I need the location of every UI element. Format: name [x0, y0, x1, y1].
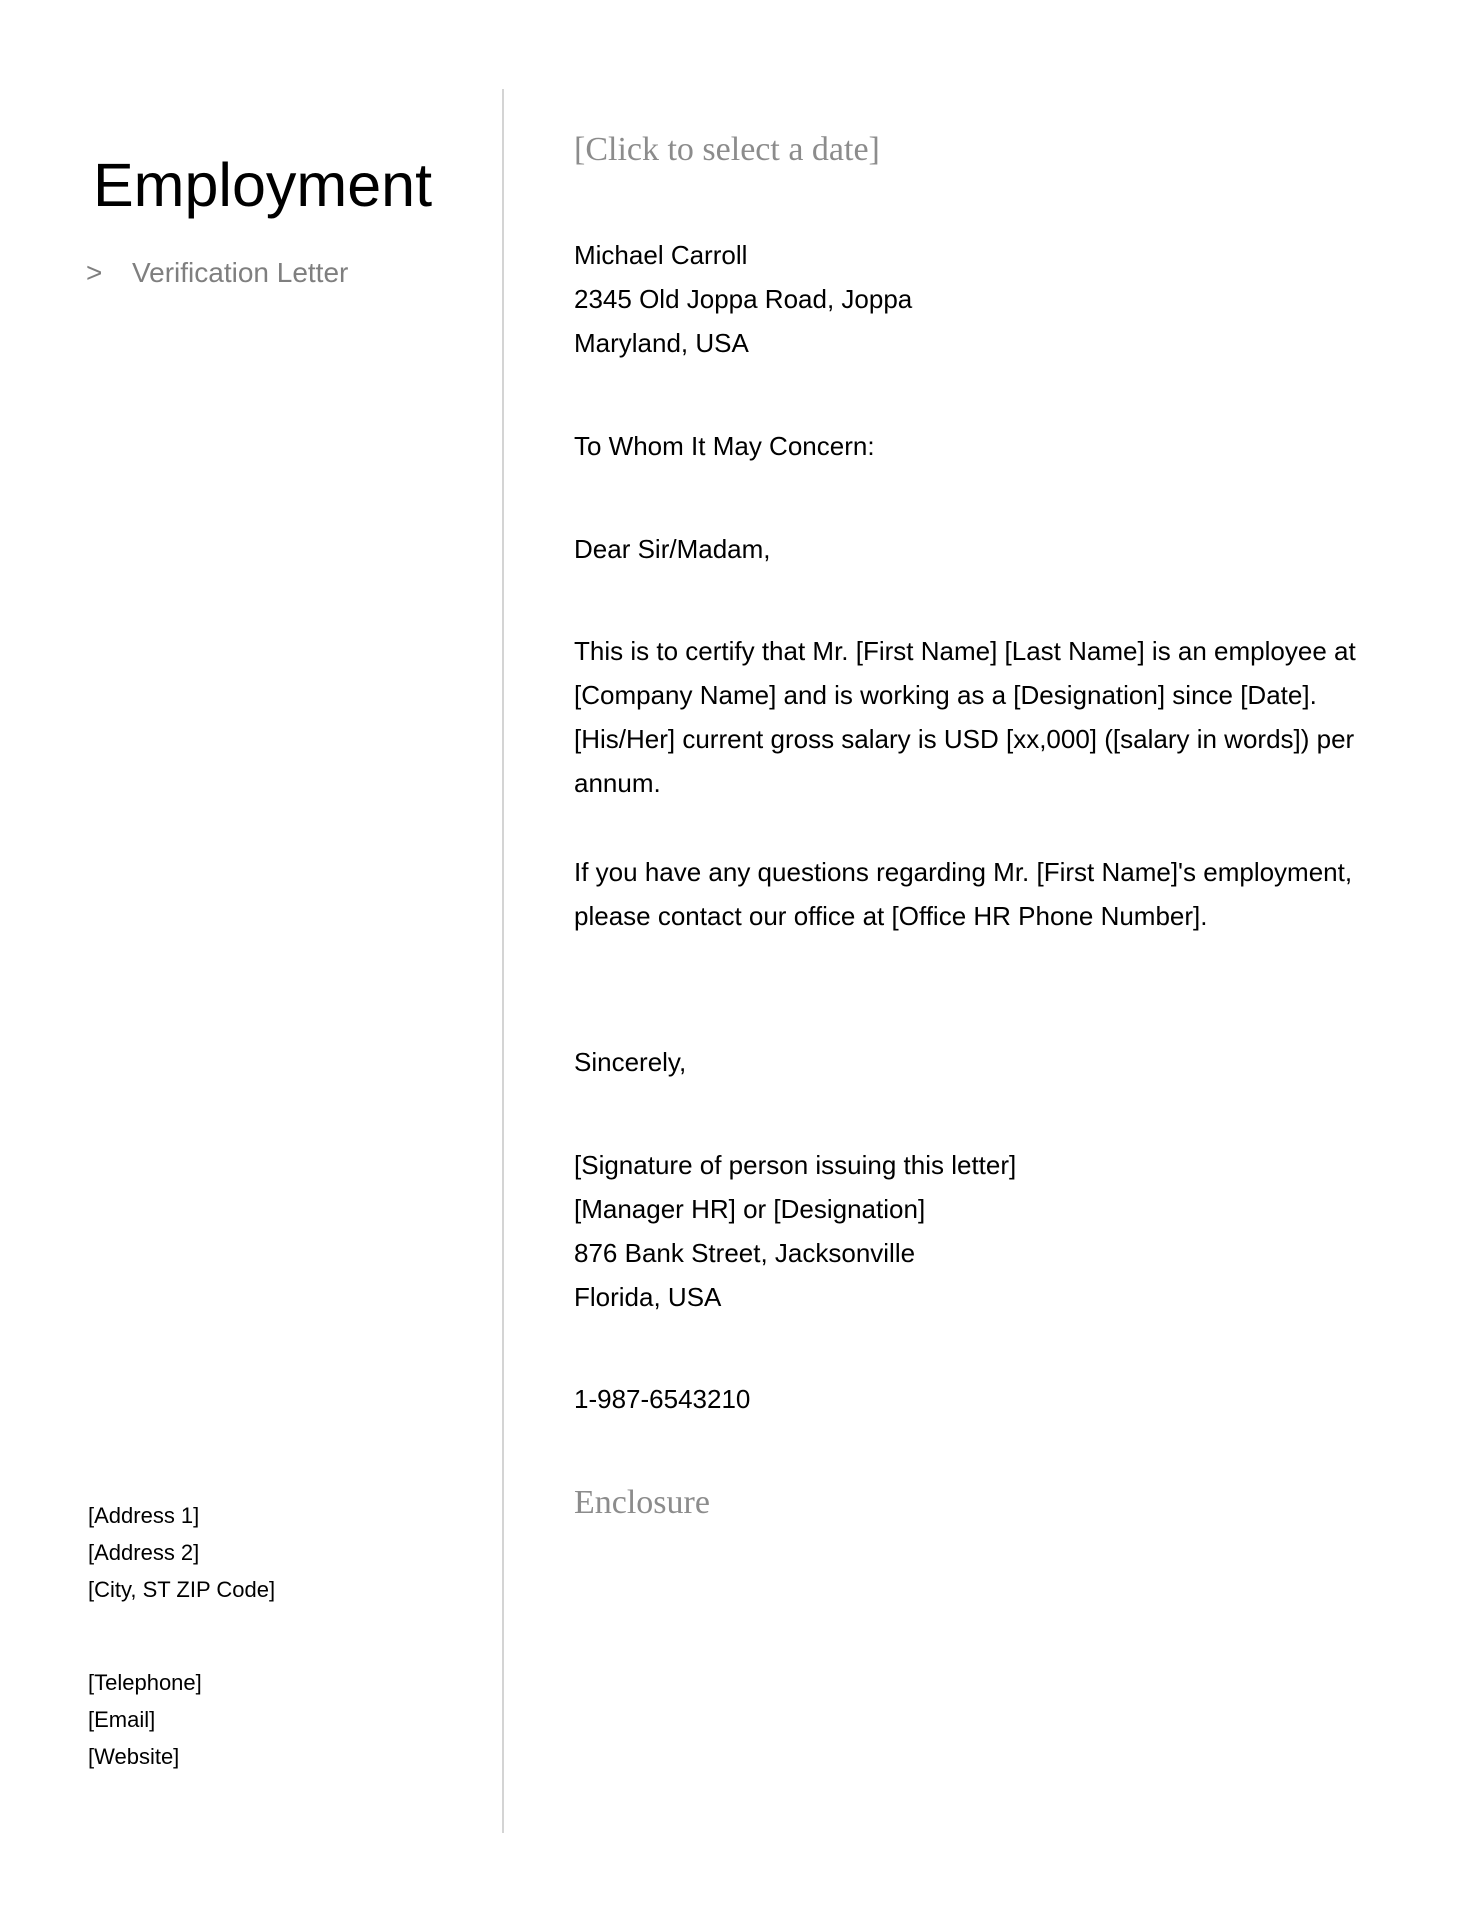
- signature-placeholder: [Signature of person issuing this letter]: [574, 1150, 1017, 1180]
- signer-region: Florida, USA: [574, 1282, 722, 1312]
- chevron-right-icon: >: [86, 257, 103, 288]
- date-picker-field[interactable]: [Click to select a date]: [574, 131, 880, 168]
- subtitle-label: Verification Letter: [132, 257, 349, 288]
- signer-street: 876 Bank Street, Jacksonville: [574, 1238, 916, 1268]
- salutation: Dear Sir/Madam,: [574, 534, 771, 564]
- paragraph-line: annum.: [574, 768, 661, 798]
- recipient-street: 2345 Old Joppa Road, Joppa: [574, 284, 913, 314]
- document-title: Employment: [93, 151, 433, 219]
- concern-line: To Whom It May Concern:: [574, 431, 875, 461]
- address-line-2[interactable]: [Address 2]: [88, 1540, 200, 1565]
- contact-paragraph: [574, 850, 1414, 938]
- website-field[interactable]: [Website]: [88, 1744, 180, 1769]
- certification-paragraph: [574, 629, 1414, 805]
- email-field[interactable]: [Email]: [88, 1707, 156, 1732]
- enclosure-label: Enclosure: [574, 1484, 710, 1521]
- sender-address: [88, 1497, 275, 1608]
- telephone-field[interactable]: [Telephone]: [88, 1670, 202, 1695]
- paragraph-line: [Company Name] and is working as a [Designation] since [Date].: [574, 680, 1317, 710]
- address-line-1[interactable]: [Address 1]: [88, 1503, 200, 1528]
- sidebar: [0, 0, 500, 1920]
- vertical-divider: [502, 89, 504, 1833]
- recipient-address: [574, 233, 1414, 365]
- closing: Sincerely,: [574, 1047, 687, 1077]
- recipient-region: Maryland, USA: [574, 328, 749, 358]
- paragraph-line: If you have any questions regarding Mr. [First Name]'s employment,: [574, 857, 1353, 887]
- paragraph-line: [His/Her] current gross salary is USD [xx,000] ([salary in words]) per: [574, 724, 1355, 754]
- city-state-zip[interactable]: [City, ST ZIP Code]: [88, 1577, 276, 1602]
- signature-block: [574, 1143, 1414, 1319]
- document-subtitle: [86, 255, 348, 291]
- paragraph-line: please contact our office at [Office HR Phone Number].: [574, 901, 1208, 931]
- signer-title: [Manager HR] or [Designation]: [574, 1194, 926, 1224]
- recipient-name: Michael Carroll: [574, 240, 748, 270]
- signer-phone: 1-987-6543210: [574, 1384, 751, 1414]
- sender-contact: [88, 1664, 202, 1775]
- paragraph-line: This is to certify that Mr. [First Name] [Last Name] is an employee at: [574, 636, 1356, 666]
